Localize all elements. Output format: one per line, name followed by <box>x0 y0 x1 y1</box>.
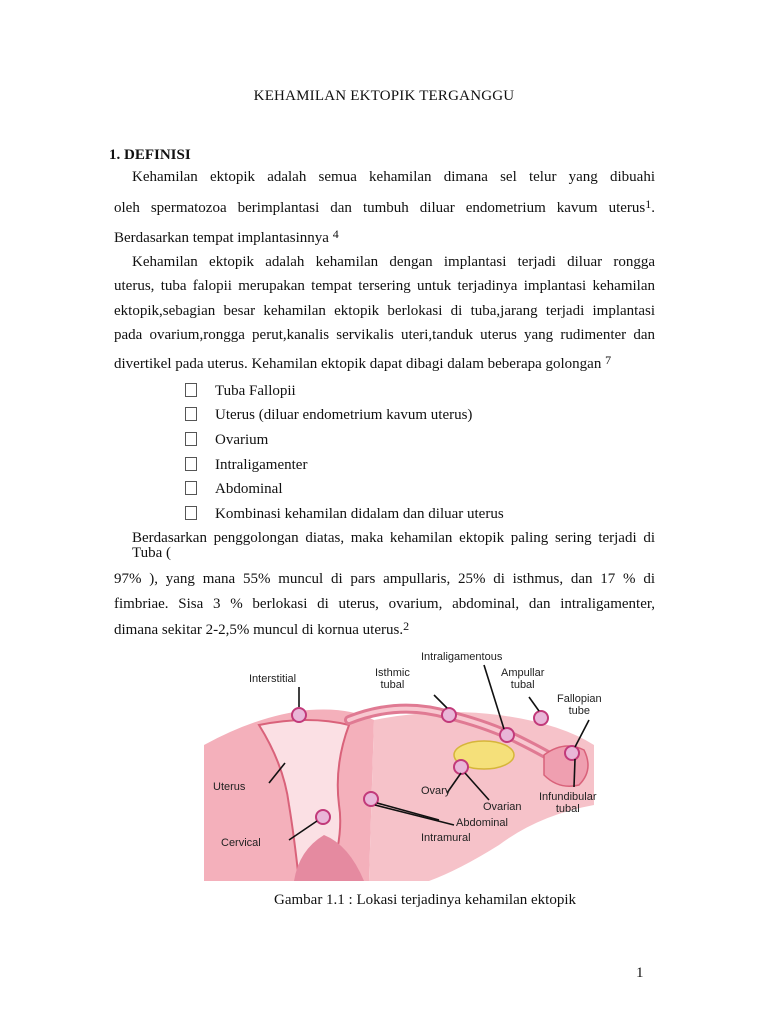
bullet-box-icon <box>185 457 197 471</box>
label-ovarian: Ovarian <box>483 801 522 813</box>
label-abdominal: Abdominal <box>456 817 508 829</box>
page-number: 1 <box>636 965 644 981</box>
embryo-marker-ampullar <box>534 711 548 725</box>
citation: 7 <box>605 353 612 367</box>
bullet-box-icon <box>185 407 197 421</box>
label-ovary: Ovary <box>421 785 451 797</box>
paragraph-line: Tuba ( <box>132 545 172 561</box>
label-ampullar-tubal: Ampullar tubal <box>501 667 545 691</box>
bullet-box-icon <box>185 383 197 397</box>
label-uterus: Uterus <box>213 781 246 793</box>
paragraph-line: oleh spermatozoa berimplantasi dan tumbuh diluar endometrium kavum uterus$^1$. <box>114 197 655 216</box>
bullet-item: Kombinasi kehamilan didalam dan diluar uterus <box>185 506 504 523</box>
paragraph-line: Kehamilan ektopik adalah kehamilan dengan implantasi terjadi diluar rongga <box>132 254 655 270</box>
bullet-box-icon <box>185 481 197 495</box>
embryo-marker-interstitial <box>292 708 306 722</box>
label-cervical: Cervical <box>221 837 261 849</box>
label-intramural: Intramural <box>421 832 471 844</box>
section-heading: 1. DEFINISI <box>109 147 191 163</box>
citation: 2 <box>403 619 410 633</box>
label-intraligamentous: Intraligamentous <box>421 651 503 663</box>
bullet-item: Intraligamenter <box>185 457 307 474</box>
paragraph-line: pada ovarium,rongga perut,kanalis servikalis uteri,tanduk uterus yang rudimenter dan <box>114 327 655 343</box>
bullet-item: Tuba Fallopii <box>185 383 296 400</box>
ectopic-pregnancy-figure <box>199 645 625 881</box>
paragraph-line: 97% ), yang mana 55% muncul di pars ampullaris, 25% di isthmus, dan 17 % di <box>114 571 655 587</box>
bullet-item: Abdominal <box>185 481 283 498</box>
embryo-marker-isthmic <box>442 708 456 722</box>
paragraph-line: fimbriae. Sisa 3 % berlokasi di uterus, ovarium, abdominal, dan intraligamenter, <box>114 596 655 612</box>
paragraph-line: divertikel pada uterus. Kehamilan ektopik dapat dibagi dalam beberapa golongan $^7$ <box>114 353 612 372</box>
bullet-box-icon <box>185 506 197 520</box>
bullet-box-icon <box>185 432 197 446</box>
paragraph-line: Berdasarkan tempat implantasinnya $^4$ <box>114 227 339 246</box>
citation: 1 <box>645 197 652 211</box>
label-infundibular-tubal: Infundibular tubal <box>539 791 597 815</box>
paragraph-line: Berdasarkan penggolongan diatas, maka kehamilan ektopik paling sering terjadi di <box>132 530 655 546</box>
figure-caption: Gambar 1.1 : Lokasi terjadinya kehamilan ektopik <box>274 892 576 908</box>
paragraph-line: dimana sekitar 2-2,5% muncul di kornua uterus.$^2$ <box>114 619 410 638</box>
embryo-marker-intraligamentous <box>500 728 514 742</box>
citation: 4 <box>332 227 339 241</box>
document-title: KEHAMILAN EKTOPIK TERGANGGU <box>253 88 515 104</box>
bullet-item: Ovarium <box>185 432 268 449</box>
paragraph-line: ektopik,sebagian besar kehamilan ektopik berlokasi di tuba,jarang terjadi implantasi <box>114 303 655 319</box>
label-interstitial: Interstitial <box>249 673 297 685</box>
bullet-item: Uterus (diluar endometrium kavum uterus) <box>185 407 472 424</box>
embryo-marker-cervical <box>316 810 330 824</box>
label-isthmic-tubal: Isthmic tubal <box>375 667 410 691</box>
embryo-marker-ovarian <box>454 760 468 774</box>
embryo-marker-infundibular <box>565 746 579 760</box>
paragraph-line: uterus, tuba falopii merupakan tempat tersering untuk terjadinya implantasi kehamilan <box>114 278 655 294</box>
embryo-marker-intramural <box>364 792 378 806</box>
label-fallopian-tube: Fallopian tube <box>557 693 602 717</box>
paragraph-line: Kehamilan ektopik adalah semua kehamilan dimana sel telur yang dibuahi <box>132 169 655 185</box>
